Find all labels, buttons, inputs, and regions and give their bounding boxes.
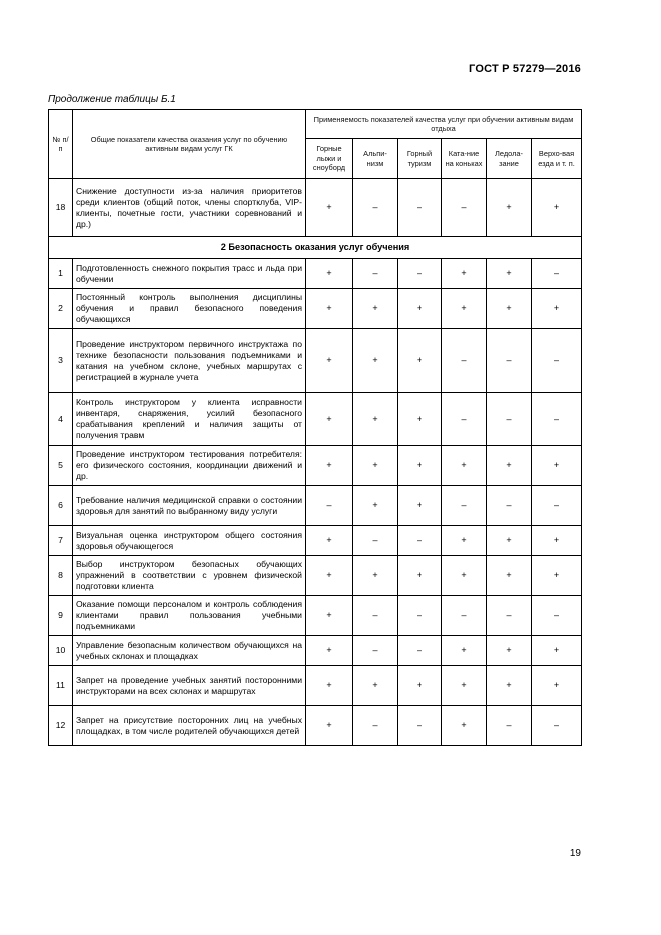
applicability-mark: – — [442, 596, 487, 636]
table-row — [49, 596, 582, 636]
applicability-mark: + — [353, 329, 398, 393]
row-description: Запрет на присутствие посторонних лиц на учебных площадках, в том числе родителей обучающихся детей — [73, 706, 306, 746]
applicability-mark: + — [306, 556, 353, 596]
row-number: 3 — [49, 329, 73, 393]
applicability-mark: + — [442, 446, 487, 486]
applicability-mark: + — [532, 179, 582, 237]
column-header-activity: Альпи-низм — [353, 139, 398, 179]
applicability-mark: + — [532, 666, 582, 706]
applicability-mark: + — [532, 556, 582, 596]
column-header-activity: Горный туризм — [398, 139, 442, 179]
column-header-activity: Горные лыжи и сноуборд — [306, 139, 353, 179]
applicability-mark: + — [353, 289, 398, 329]
applicability-mark: – — [487, 706, 532, 746]
applicability-mark: + — [306, 636, 353, 666]
applicability-mark: – — [532, 486, 582, 526]
row-number: 2 — [49, 289, 73, 329]
table-row — [49, 446, 582, 486]
table-row — [49, 289, 582, 329]
applicability-mark: + — [398, 329, 442, 393]
applicability-mark: + — [442, 666, 487, 706]
table-row — [49, 259, 582, 289]
row-number: 6 — [49, 486, 73, 526]
row-number: 7 — [49, 526, 73, 556]
row-number: 11 — [49, 666, 73, 706]
applicability-mark: + — [532, 636, 582, 666]
table-row — [49, 556, 582, 596]
column-header-activity: Ката-ние на коньках — [442, 139, 487, 179]
applicability-mark: – — [532, 259, 582, 289]
applicability-mark: + — [398, 393, 442, 446]
document-code: ГОСТ Р 57279—2016 — [469, 63, 581, 75]
applicability-mark: + — [442, 526, 487, 556]
row-description: Проведение инструктором первичного инструктажа по технике безопасности пользования подъемниками и катания на учебном склоне, учебных маршрутах с регистрацией в журнале учета — [73, 329, 306, 393]
row-description: Выбор инструктором безопасных обучающих упражнений в соответствии с уровнем физической подготовки клиента — [73, 556, 306, 596]
applicability-mark: – — [532, 706, 582, 746]
row-number: 5 — [49, 446, 73, 486]
applicability-mark: – — [532, 596, 582, 636]
applicability-mark: + — [398, 666, 442, 706]
row-description: Визуальная оценка инструктором общего состояния здоровья обучающегося — [73, 526, 306, 556]
applicability-mark: + — [442, 289, 487, 329]
applicability-mark: + — [487, 179, 532, 237]
applicability-mark: + — [353, 666, 398, 706]
column-header-activity: Верхо-вая езда и т. п. — [532, 139, 582, 179]
applicability-mark: – — [398, 526, 442, 556]
applicability-mark: + — [353, 556, 398, 596]
applicability-mark: – — [353, 259, 398, 289]
applicability-mark: + — [353, 393, 398, 446]
applicability-mark: – — [353, 596, 398, 636]
applicability-mark: + — [306, 446, 353, 486]
applicability-mark: + — [306, 329, 353, 393]
applicability-mark: + — [532, 446, 582, 486]
row-number: 9 — [49, 596, 73, 636]
column-header-number: № п/п — [49, 110, 73, 179]
row-description: Запрет на проведение учебных занятий посторонними инструкторами на всех склонах и маршрутах — [73, 666, 306, 706]
applicability-mark: + — [532, 526, 582, 556]
applicability-mark: – — [487, 486, 532, 526]
applicability-mark: + — [306, 666, 353, 706]
applicability-mark: – — [306, 486, 353, 526]
applicability-mark: + — [487, 259, 532, 289]
applicability-mark: – — [487, 393, 532, 446]
applicability-mark: + — [442, 259, 487, 289]
section-row — [49, 237, 582, 259]
applicability-mark: + — [442, 706, 487, 746]
applicability-mark: + — [487, 556, 532, 596]
applicability-mark: + — [487, 446, 532, 486]
applicability-mark: – — [487, 329, 532, 393]
table-row — [49, 393, 582, 446]
applicability-mark: + — [487, 526, 532, 556]
applicability-mark: – — [353, 706, 398, 746]
applicability-mark: + — [306, 393, 353, 446]
applicability-mark: + — [353, 446, 398, 486]
applicability-mark: – — [532, 329, 582, 393]
applicability-mark: + — [353, 486, 398, 526]
row-description: Контроль инструктором у клиента исправности инвентаря, снаряжения, усилий безопасного срабатывания креплений и наличия защиты от получения травм — [73, 393, 306, 446]
table-row — [49, 636, 582, 666]
applicability-mark: + — [306, 706, 353, 746]
applicability-mark: – — [442, 393, 487, 446]
applicability-mark: – — [532, 393, 582, 446]
applicability-mark: + — [306, 179, 353, 237]
row-description: Проведение инструктором тестирования потребителя: его физического состояния, координации движений и др. — [73, 446, 306, 486]
header-row-top — [49, 110, 582, 139]
applicability-mark: + — [306, 289, 353, 329]
table-row — [49, 666, 582, 706]
applicability-mark: + — [398, 289, 442, 329]
applicability-mark: – — [398, 636, 442, 666]
row-description: Оказание помощи персоналом и контроль соблюдения клиентами правил пользования учебными подъемниками — [73, 596, 306, 636]
row-description: Управление безопасным количеством обучающихся на учебных склонах и площадках — [73, 636, 306, 666]
applicability-mark: + — [398, 486, 442, 526]
applicability-mark: + — [532, 289, 582, 329]
applicability-mark: – — [442, 486, 487, 526]
table-row — [49, 526, 582, 556]
row-number: 4 — [49, 393, 73, 446]
applicability-mark: – — [353, 526, 398, 556]
applicability-mark: + — [398, 556, 442, 596]
applicability-mark: – — [398, 259, 442, 289]
applicability-mark: + — [306, 259, 353, 289]
applicability-mark: + — [398, 446, 442, 486]
applicability-mark: + — [442, 636, 487, 666]
row-number: 10 — [49, 636, 73, 666]
table-caption: Продолжение таблицы Б.1 — [48, 94, 176, 105]
applicability-mark: – — [442, 179, 487, 237]
row-number: 8 — [49, 556, 73, 596]
row-number: 12 — [49, 706, 73, 746]
table-row — [49, 329, 582, 393]
row-number: 1 — [49, 259, 73, 289]
column-header-description: Общие показатели качества оказания услуг по обучению активным видам услуг ГК — [73, 110, 306, 179]
quality-indicators-table — [48, 109, 582, 746]
applicability-mark: – — [353, 179, 398, 237]
applicability-mark: – — [398, 596, 442, 636]
row-description: Снижение доступности из-за наличия приоритетов среди клиентов (общий поток, члены спортклуба, VIP-клиенты, почетные гости, участники соревнований и др.) — [73, 179, 306, 237]
applicability-mark: – — [442, 329, 487, 393]
row-number: 18 — [49, 179, 73, 237]
row-description: Постоянный контроль выполнения дисциплины обучения и правил безопасного поведения обучающихся — [73, 289, 306, 329]
applicability-mark: + — [306, 596, 353, 636]
column-header-applicability: Применяемость показателей качества услуг при обучении активным видам отдыха — [306, 110, 582, 139]
table-row — [49, 706, 582, 746]
applicability-mark: + — [487, 636, 532, 666]
applicability-mark: – — [398, 179, 442, 237]
row-description: Подготовленность снежного покрытия трасс и льда при обучении — [73, 259, 306, 289]
applicability-mark: – — [487, 596, 532, 636]
applicability-mark: + — [487, 666, 532, 706]
applicability-mark: + — [306, 526, 353, 556]
row-description: Требование наличия медицинской справки о состоянии здоровья для занятий по выбранному виду услуги — [73, 486, 306, 526]
column-header-activity: Ледола-зание — [487, 139, 532, 179]
applicability-mark: – — [353, 636, 398, 666]
page-number: 19 — [569, 848, 581, 859]
table-row — [49, 486, 582, 526]
applicability-mark: + — [442, 556, 487, 596]
table-row — [49, 179, 582, 237]
applicability-mark: – — [398, 706, 442, 746]
section-title: 2 Безопасность оказания услуг обучения — [49, 237, 582, 259]
applicability-mark: + — [487, 289, 532, 329]
